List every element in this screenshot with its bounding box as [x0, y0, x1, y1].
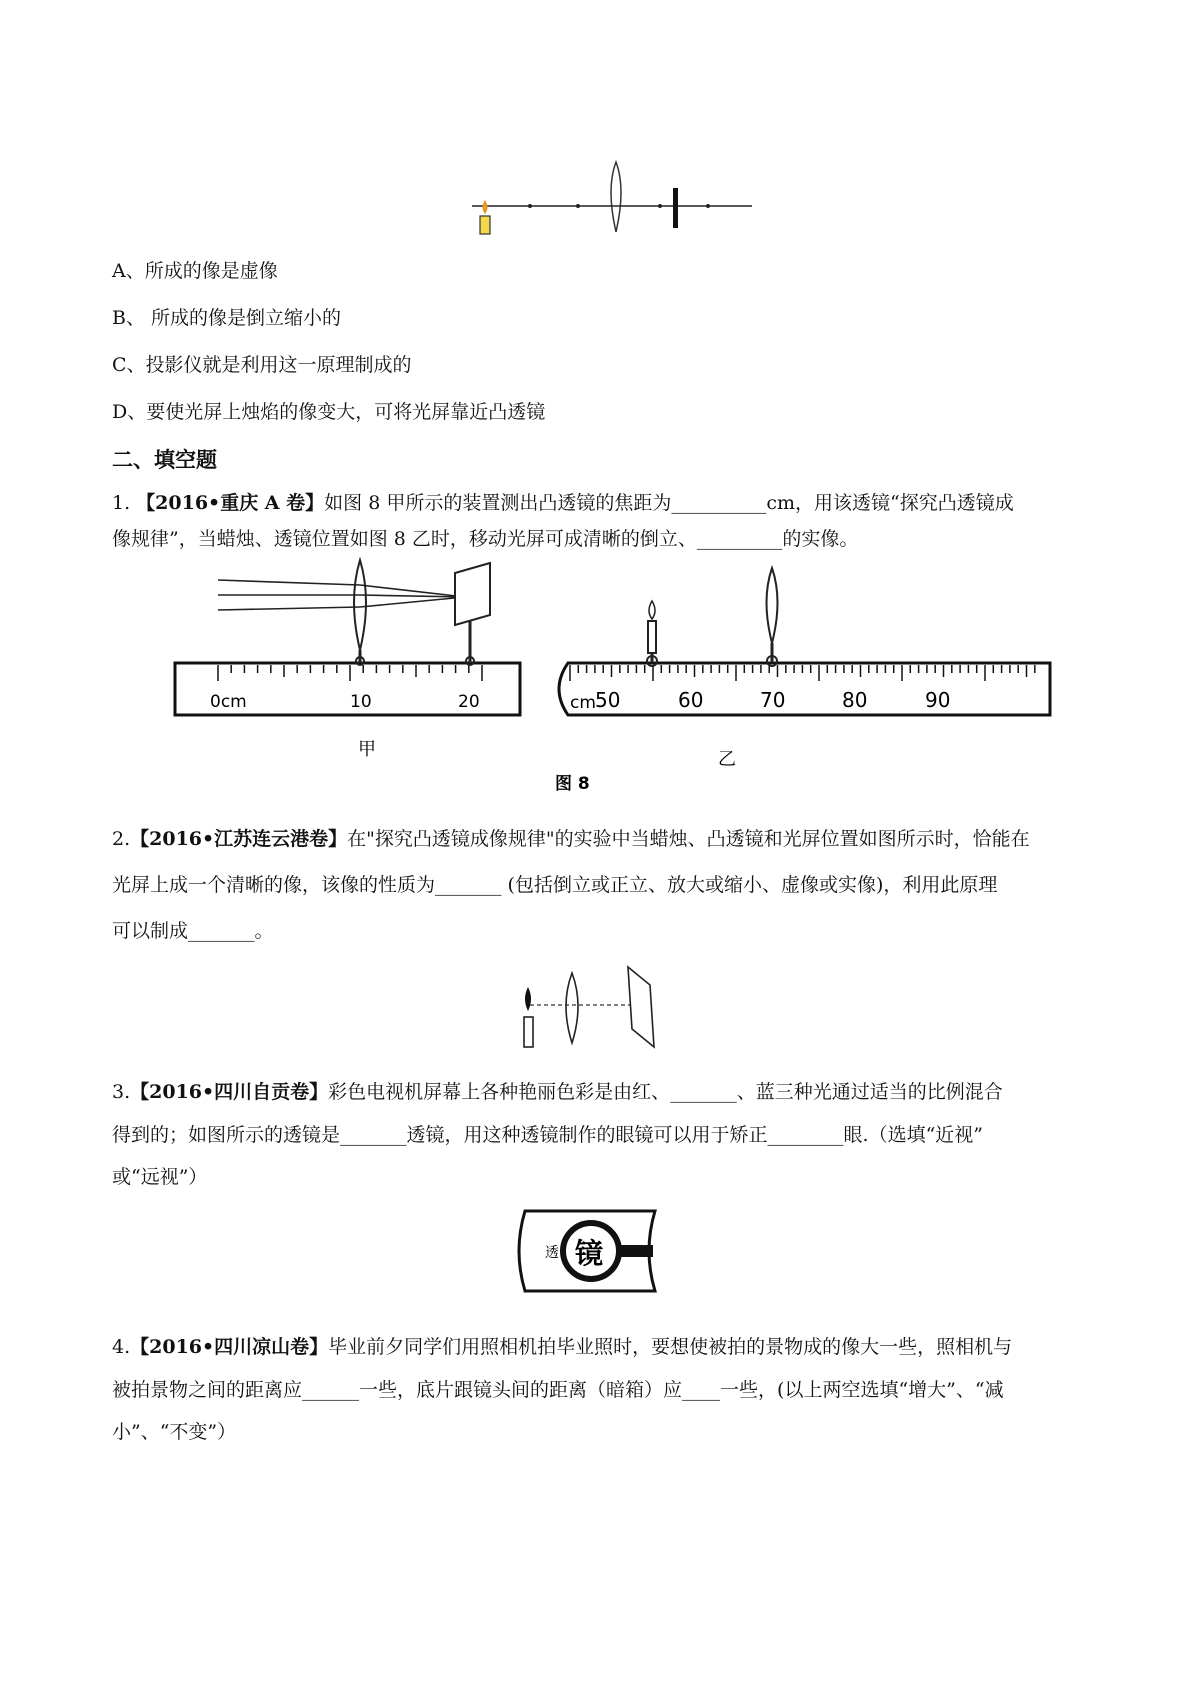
- screen-icon: [673, 188, 678, 228]
- ruler-label-70: 70: [760, 688, 786, 712]
- q3-line3: 或“远视”）: [112, 1166, 208, 1188]
- q1-blank2: _________: [696, 528, 783, 550]
- caption-left: 甲: [358, 739, 376, 760]
- q3-blank1: _______: [670, 1081, 737, 1103]
- ruler-ticks-right: [570, 665, 1035, 681]
- q1-line2: 像规律”，当蜡烛、透镜位置如图 8 乙时，移动光屏可成清晰的倒立、_________的实像。: [112, 528, 859, 550]
- caption-right: 乙: [718, 749, 736, 770]
- q3-line1: 3.【2016•四川自贡卷】彩色电视机屏幕上各种艳丽色彩是由红、_______、蓝三种光通过适当的比例混合: [112, 1081, 1003, 1103]
- q4-line2: 被拍景物之间的距离应______一些，底片跟镜头间的距离（暗箱）应____一些，(以上两空选填“增大”、“减: [112, 1379, 1004, 1401]
- convex-lens-left-icon: [354, 560, 366, 650]
- ruler-label-20: 20: [458, 692, 480, 712]
- ruler-label-0: 0cm: [210, 692, 247, 712]
- option-c: C、投影仪就是利用这一原理制成的: [112, 354, 412, 376]
- magnified-char: 镜: [575, 1237, 604, 1270]
- candle-icon: [524, 987, 533, 1047]
- q2-line3: 可以制成_______。: [112, 920, 274, 942]
- q2-line1: 2.【2016•江苏连云港卷】在"探究凸透镜成像规律"的实验中当蜡烛、凸透镜和光屏位置如图所示时，恰能在: [112, 828, 1030, 850]
- screen-left-icon: [455, 563, 490, 625]
- q3-magnifier-figure: [505, 1205, 685, 1305]
- section-title: 二、填空题: [112, 448, 217, 472]
- candle-icon: [480, 200, 490, 234]
- ruler-label-60: 60: [678, 688, 704, 712]
- q4-line1: 4.【2016•四川凉山卷】毕业前夕同学们用照相机拍毕业照时，要想使被拍的景物成的像大一些，照相机与: [112, 1336, 1013, 1358]
- ruler-label-cm: cm: [570, 693, 596, 713]
- figure-caption: 图 8: [555, 774, 590, 794]
- ruler-label-80: 80: [842, 688, 868, 712]
- parallel-rays: [218, 580, 465, 610]
- convex-lens-icon: [611, 162, 621, 232]
- q4-line3: 小”、“不变”）: [112, 1421, 237, 1443]
- q1-blank1: __________: [671, 492, 767, 514]
- option-b: B、 所成的像是倒立缩小的: [112, 307, 342, 329]
- ruler-label-90: 90: [925, 688, 951, 712]
- convex-lens-icon: [566, 973, 578, 1043]
- candle-right-icon: [647, 601, 657, 666]
- q2-line2: 光屏上成一个清晰的像，该像的性质为_______ (包括倒立或正立、放大或缩小、虚像或实像)，利用此原理: [112, 874, 998, 896]
- q2-blank1: _______: [435, 874, 502, 896]
- ruler-ticks-left: [218, 665, 482, 681]
- q2-blank2: _______: [188, 920, 255, 942]
- q3-blank3: ________: [767, 1124, 844, 1146]
- ruler-label-50: 50: [595, 688, 621, 712]
- q1-line1: 1. 【2016•重庆 A 卷】如图 8 甲所示的装置测出凸透镜的焦距为__________cm，用该透镜“探究凸透镜成: [112, 492, 1014, 514]
- q3-blank2: _______: [340, 1124, 407, 1146]
- q4-blank1: ______: [302, 1379, 360, 1401]
- option-d: D、要使光屏上烛焰的像变大，可将光屏靠近凸透镜: [112, 401, 546, 423]
- figure-8-left: [175, 560, 520, 760]
- q3-line2: 得到的；如图所示的透镜是_______透镜，用这种透镜制作的眼镜可以用于矫正________眼.（选填“近视”: [112, 1124, 983, 1146]
- small-char: 透: [545, 1245, 559, 1261]
- figure-8: [170, 555, 1070, 800]
- q2-figure: [510, 965, 690, 1065]
- optical-bench-figure: [470, 150, 760, 245]
- figure-8-right: [559, 568, 1050, 770]
- option-a: A、所成的像是虚像: [112, 260, 278, 282]
- q4-blank2: ____: [682, 1379, 721, 1401]
- screen-icon: [628, 967, 654, 1047]
- convex-lens-right-icon: [767, 568, 778, 643]
- ruler-label-10: 10: [350, 692, 372, 712]
